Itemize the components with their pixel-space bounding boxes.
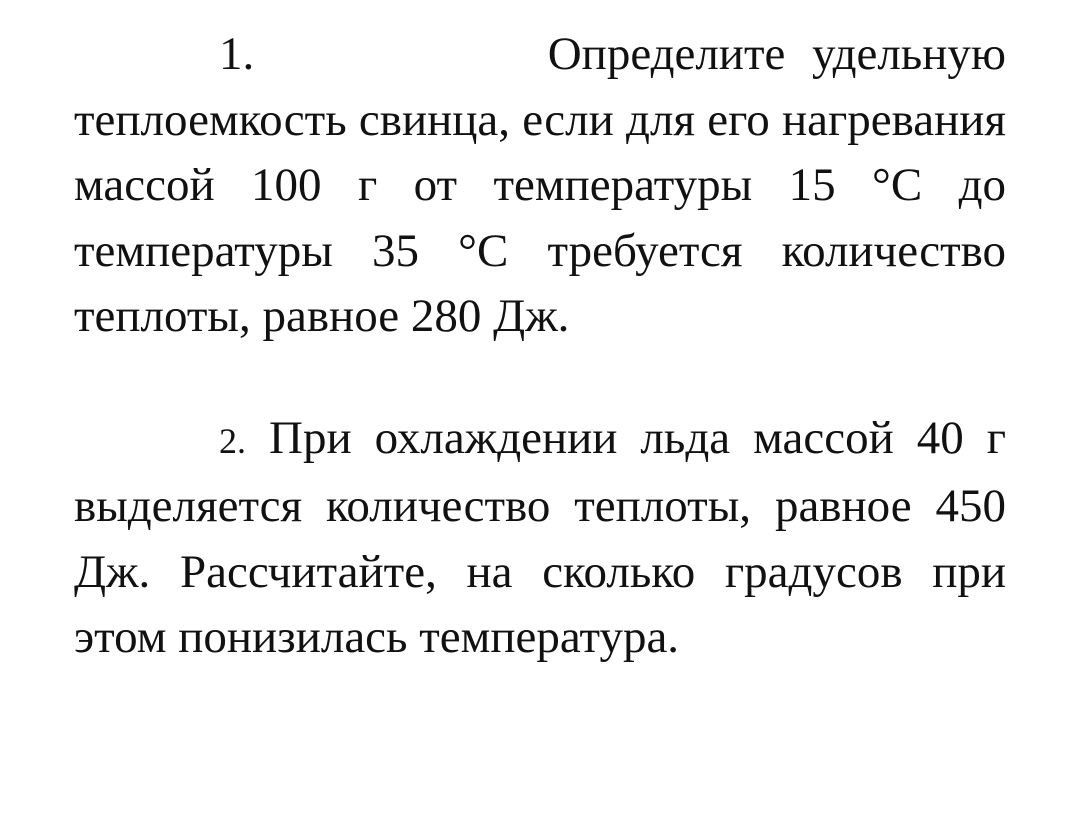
problem-1	[74, 22, 1006, 350]
problem-2-number: 2.	[219, 420, 246, 461]
problem-1-text: Определите удельную теплоемкость свинца, если для его нагревания массой 100 г от температуры 15 °С до температуры 35 °С требуется количество теплоты, равное 280 Дж.	[74, 28, 1006, 342]
document-page	[74, 22, 1006, 671]
problem-2	[74, 406, 1006, 671]
problem-2-text: При охлаждении льда массой 40 г выделяется количество теплоты, равное 450 Дж. Рассчитайте, на сколько градусов при этом понизилась температура.	[74, 411, 1006, 663]
problem-1-number: 1.	[219, 28, 255, 80]
